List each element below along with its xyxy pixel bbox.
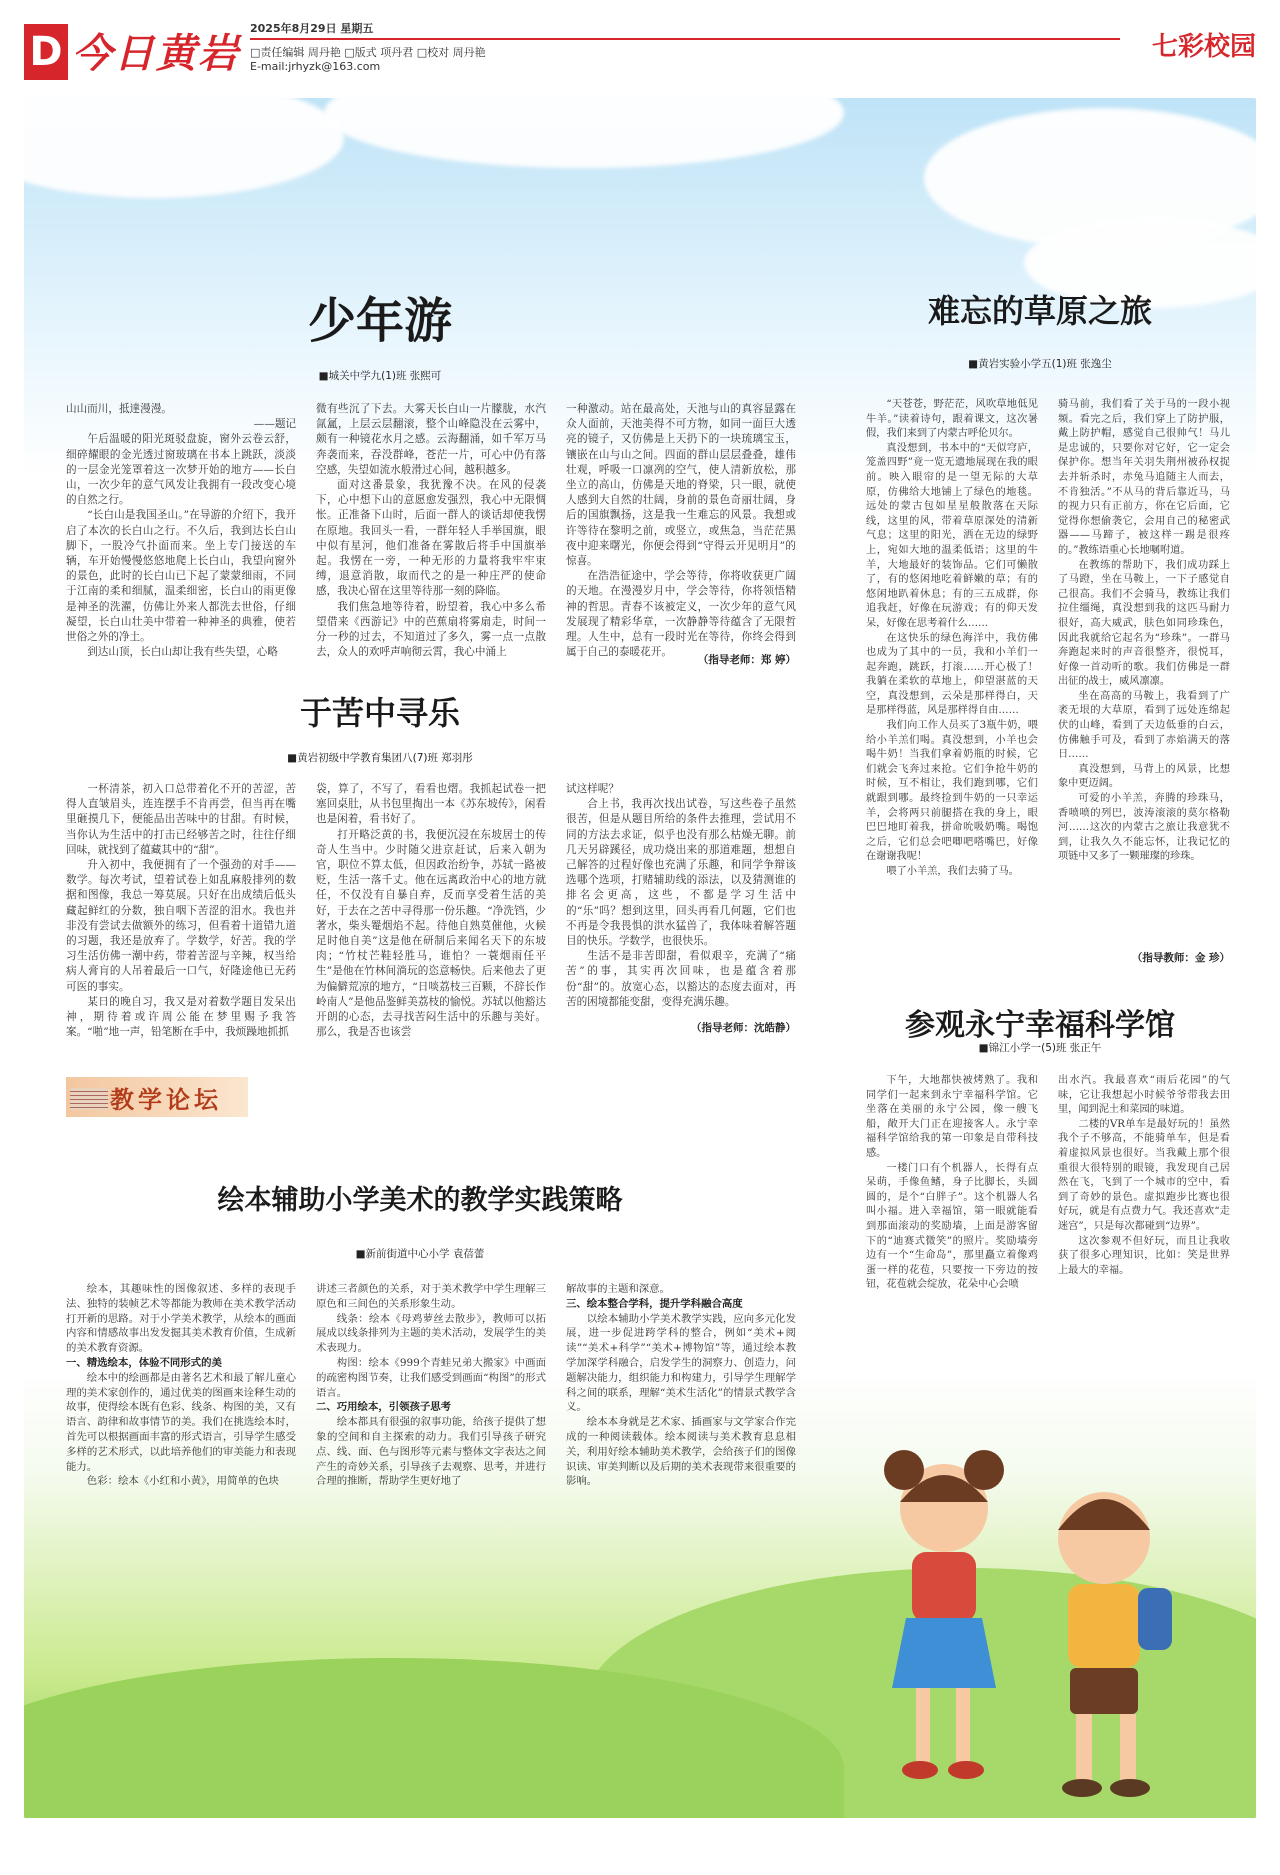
article-paragraph: 合上书，我再次找出试卷，写这些卷子虽然很苦，但是从题目所给的条件去推理，尝试用不同的方法去求证，似乎也没有那么枯燥无聊。前几天另辟蹊径，成功烧出来的那道难题，想想自己解答的过程好像也充满了乐趣，和同学争辩该选哪个选项，打赌辅助线的添法，以及猜测谁的排名会更高，这些，不都是学习生活中的“乐”吗？想到这里，回头再看几何题，它们也不再是令我畏惧的洪水猛兽了，我体味着解答题目的快乐。学数学，也很快乐。 (566, 798, 796, 948)
article-byline: ■新前街道中心小学 袁蓓蕾 (355, 1248, 485, 1260)
article-title: 绘本辅助小学美术的教学实践策略 (217, 1185, 623, 1216)
article-paragraph: 在浩浩征途中，学会等待，你将收获更广阔的天地。在漫漫岁月中，学会等待，你将领悟精神的哲思。青春不该被定义，一次少年的意气风发展现了精彩华章，一次静静等待蕴含了无限哲理。人生中，总有一段时光在等待，你终会得到属于自己的泰暖花开。 (566, 570, 796, 659)
newspaper-logo: 今日黄岩 (72, 30, 240, 77)
article-paragraph: 某日的晚自习，我又是对着数学题目发呆出神，期待着或许周公能在梦里赐予我答案。“啪”地一声，铅笔断在手中，我烦躁地抓抓 (66, 995, 296, 1039)
article-column (566, 402, 796, 660)
article-paragraph: 绘本中的绘画都是由著名艺术和最了解儿童心理的美术家创作的，通过优美的图画来诠释生动的故事，使得绘本既有色彩、线条、构图的美，又有语言、韵律和故事情节的美。我们在挑选绘本时，首先可以根据画面丰富的形式语言，引导学生感受多样的艺术形式，以此培养他们的审美能力和表现能力。 (66, 1371, 296, 1473)
article-paragraph: 到达山顶，长白山却让我有些失望，心略 (87, 646, 278, 659)
article-paragraph: 山山而川，抵達漫漫。 (66, 403, 172, 415)
article-paragraph: 升入初中，我便拥有了一个强劲的对手——数学。每次考试，望着试卷上如乱麻般排列的数据和图像，我总一筹莫展。只好在出成绩后低头藏起鲜红的分数，独自咽下苦涩的泪水。我也并非没有尝试去做额外的练习，但看着十道错九道的习题，我还是放弃了。学数学，好苦。我的学习生活仿佛一潮中药，带着苦涩与辛辣，权当给病人膏肓的人吊着最后一口气，好隆途他已无药可医的事实。 (66, 859, 296, 993)
article-paragraph: 面对这番景象，我犹豫不决。在风的侵袭下，心中想下山的意愿愈发强烈，我心中无限惆怅。正准备下山时，后面一群人的谈话却使我愣在原地。我回头一看，一群年轻人手举国旗，眼中似有星河，他们准备在雾散后将手中国旗举起。我愣在一旁，一种无形的力量将我牢牢束缚，退意消散，取而代之的是一种庄严的使命感，我决心留在这里等待那一刻的降临。 (316, 479, 546, 598)
article-paragraph: 构图：绘本《999个青蛙兄弟大搬家》中画面的疏密构图节奏，让我们感受到画面“构图”的形式语言。 (316, 1356, 546, 1399)
article-title: 少年游 (307, 293, 452, 349)
article-column (316, 402, 546, 660)
issue-date: 2025年8月29日 星期五 (250, 22, 374, 35)
article-paragraph: 二楼的VR单车是最好玩的！虽然我个子不够高，不能骑单车，但是看着虚拟风景也很好。当我戴上那个很重很大很特别的眼镜，我发现自己居然在飞，飞到了一个城市的空中，看到了奇妙的景色。虚拟跑步比赛也很好玩，就是有点费力气。我还喜欢“走迷宫”，只是每次都碰到“边界”。 (1058, 1118, 1230, 1232)
advisor-credit: （指导老师：沈皓静） (691, 1022, 796, 1034)
advisor-credit: （指导老师：郑 婷） (697, 654, 796, 666)
article-column (1058, 1074, 1230, 1278)
article-column (66, 402, 296, 660)
article-paragraph: 这次参观不但好玩，而且让我收获了很多心理知识，比如：笑是世界上最大的幸福。 (1058, 1235, 1230, 1276)
article-paragraph: 一、精选绘本，体验不同形式的美 (66, 1356, 222, 1369)
article-paragraph: 微有些沉了下去。大雾天长白山一片朦胧，水汽氤氲，上层云层翻滚，整个山峰隐没在云雾中，颇有一种镜花水月之感。云海翻涌，如千军万马奔袭而来，吞没群峰，苍茫一片，可心中仍有落空感，失望如流水般滑过心间，越积越多。 (316, 403, 546, 476)
article-paragraph: 下午，大地都快被烤熟了。我和同学们一起来到永宁幸福科学馆。它坐落在美丽的永宁公园，像一艘飞船，敞开大门正在迎接客人。永宁幸福科学馆给我的第一印象是自带科技感。 (866, 1075, 1038, 1159)
article-column (566, 782, 796, 1010)
article-paragraph: 我们向工作人员买了3瓶牛奶，喂给小羊羔们喝。真没想到，小羊也会喝牛奶！当我们拿着奶瓶的时候，它们就会飞奔过来抢。它们争抢牛奶的时候，互不相让，我们跑到哪，它们就跟到哪。最终捡到牛奶的一只幸运羊，会将两只前腿搭在我的身上，眼巴巴地盯着我，拼命吮吸奶嘴。喝饱之后，它们总会吧唧吧嗒嘴巴，好像在谢谢我呢！ (866, 720, 1038, 863)
article-paragraph: 一种激动。站在最高处，天池与山的真容显露在众人面前，天池美得不可方物，如同一面巨大透亮的镜子，又仿佛是上天扔下的一块琉璃宝玉，镶嵌在山与山之间。四面的群山层层叠叠，雄伟壮观，呼吸一口凛冽的空气，使人清新放松，那坐立的高山，仿佛是天地的脊梁，只一眼，就使人感到大自然的壮阔，身前的景色奇丽壮阔，身后的国旗飘扬，这是我一生难忘的风景。我想或许等待在黎明之前，或竖立，或焦急，当茫茫黑夜中迎来曙光，你便会得到“守得云开见明月”的惊喜。 (566, 403, 796, 568)
article-paragraph: ——题记 (253, 418, 296, 431)
article-paragraph: 绘本，其趣味性的图像叙述、多样的表现手法、独特的装帧艺术等都能为教师在美术教学活动打开新的思路。对于小学美术教学，从绘本的画面内容和情感故事出发发掘其美术教育价值，生成新的美术教育资源。 (66, 1283, 296, 1355)
advisor-credit: （指导教师：金 珍） (1131, 952, 1230, 964)
section-letter-badge: D (24, 24, 68, 80)
article-paragraph: 绘本本身就是艺术家、插画家与文学家合作完成的一种阅读载体。绘本阅读与美术教育息息相关，利用好绘本辅助美术教学，会给孩子们的图像识读、审美判断以及后期的美术表现带来很重要的影响。 (566, 1416, 796, 1488)
article-paragraph: 线条：绘本《母鸡萝丝去散步》，教师可以拓展成以线条排列为主题的美术活动，发展学生的美术表现力。 (316, 1312, 546, 1355)
article-paragraph: 坐在高高的马鞍上，我看到了广袤无垠的大草原，看到了远处连绵起伏的山峰，看到了天边低垂的白云，仿佛触手可及，看到了赤焰满天的落日…… (1058, 690, 1230, 761)
article-paragraph: 真没想到，马背上的风景，比想象中更迈阔。 (1058, 763, 1230, 790)
article-column (566, 1282, 796, 1489)
cloud-shape (324, 98, 844, 168)
section-title: 七彩校园 (1151, 32, 1256, 62)
article-paragraph: 生活不是非苦即甜，看似艰辛，充满了“痛苦”的事，其实再次回味，也是蕴含着那份“甜”的。放宽心态，以豁达的态度去面对，再苦的困境都能变甜，变得充满乐趣。 (566, 950, 796, 1008)
article-paragraph: 三、绘本整合学科，提升学科融合高度 (566, 1297, 743, 1310)
article-paragraph: 真没想到，书本中的“天似穹庐，笼盖四野”竟一览无遗地展现在我的眼前。映入眼帘的是一望无际的大草原，仿佛给大地铺上了绿色的地毯。远处的蒙古包如星星般散落在天际线，这里的风，带着草原深处的清新气息；这里的阳光，洒在无边的绿野上，宛如大地的温柔低语；这里的牛羊，大地最好的装饰品。它们可懒散了，有的悠闲地吃着鲜嫩的草；有的悠闲地趴着休息；有的三五成群，你追我赶，好像在玩游戏；有的仰天发呆，好像在思考着什么…… (866, 442, 1038, 629)
article-paragraph: 讲述三者颜色的关系，对于美术教学中学生理解三原色和三间色的关系形象生动。 (316, 1283, 546, 1310)
book-stack-icon (70, 1088, 108, 1110)
contact-email: E-mail:jrhyzk@163.com (250, 60, 381, 73)
article-title: 于苦中寻乐 (299, 694, 460, 732)
article-byline: ■锦江小学一(5)班 张正午 (978, 1042, 1102, 1054)
cloud-shape (24, 98, 344, 198)
article-paragraph: “天苍苍，野茫茫，风吹草地低见牛羊。”读着诗句，跟着课文，这次暑假，我们来到了内蒙古呼伦贝尔。 (866, 399, 1038, 440)
article-paragraph: 一杯清茶，初入口总带着化不开的苦涩，苦得人直皱眉头，连连摆手不肯再尝，但当再在嘴里砸摸几下，便能品出苦味中的甘甜。有时候，当你认为生活中的打击已经够苦之时，往往仔细回味，就找到了蕴藏其中的“甜”。 (66, 783, 296, 856)
article-paragraph: 在这快乐的绿色海洋中，我仿佛也成为了其中的一员，我和小羊们一起奔跑，跳跃，打滚……开心极了！我躺在柔软的草地上，仰望湛蓝的天空，真没想到，云朵是那样得白，天是那样得蓝，风是那样得自由…… (866, 632, 1038, 717)
article-paragraph: 一楼门口有个机器人，长得有点呆萌，手像鱼鳍，身子比脚长，头圆圆的，是个“白胖子”。这个机器人名叫小福。进入幸福馆，第一眼就能看到那面滚动的奖励墙，上面是游客留下的“迪赛式微笑”的照片。奖励墙旁边有一个“生命岛”，那里矗立着像鸡蛋一样的花苞，只要按一下旁边的按钮，花苞就会绽放，花朵中心会喷 (866, 1162, 1038, 1291)
article-column (866, 398, 1038, 880)
children-running-illustration (824, 1418, 1244, 1818)
article-paragraph: 午后温暖的阳光斑驳盘旋，窗外云卷云舒，细碎耀眼的金光透过窗玻璃在书本上跳跃，淡淡的一层金光笼罩着这一次梦开始的地方——长白山，一次少年的意气风发让我拥有一段改变心境的自然之行。 (66, 433, 296, 507)
article-paragraph: 打开略泛黄的书，我便沉浸在东坡居士的传奇人生当中。少时随父进京赶试，后来入朝为官，职位不算太低，但因政治纷争，苏轼一路被贬，生活一落千丈。他在远离政治中心的地方就任，不仅没有自暴自弃，反而享受着生活的美好，于去在之苦中寻得那一份乐趣。“净洗铛，少著水，柴头罨烟焰不起。待他自熟莫催他，火候足时他自美”这是他在研制后来闻名天下的东坡肉；“竹杖芒鞋轻胜马，谁怕？一蓑烟雨任平生”是他在竹林间淌玩的恣意畅快。后来他去了更为偏僻荒凉的地方，“日啖荔枝三百颗，不辞长作岭南人”是他品鉴鲜美荔枝的愉悦。苏轼以他豁达开朗的心态，去寻找苦闷生活中的乐趣与美好。那么，我是否也该尝 (316, 828, 546, 1039)
article-paragraph: 以绘本辅助小学美术教学实践，应向多元化发展，进一步促进跨学科的整合，例如“美术+阅读”“美术+科学”“美术+博物馆”等，通过绘本教学加深学科融合，启发学生的洞察力、创造力，问题解决能力，组织能力和构建力，引导学生理解学科之间的联系，理解“美术生活化”的情景式教学含义。 (566, 1312, 796, 1414)
editor-credits: □责任编辑 周丹艳 □版式 项丹君 □校对 周丹艳 (250, 46, 486, 59)
article-paragraph: 解故事的主题和深意。 (566, 1283, 670, 1295)
article-paragraph: 喂了小羊羔，我们去骑了马。 (886, 866, 1019, 877)
article-column (66, 1282, 296, 1489)
article-title: 难忘的草原之旅 (927, 292, 1152, 330)
article-byline: ■城关中学九(1)班 张熙可 (318, 370, 442, 382)
article-byline: ■黄岩初级中学教育集团八(7)班 郑羽彤 (287, 752, 473, 764)
article-paragraph: 我们焦急地等待着，盼望着，我心中多么希望借来《西游记》中的芭蕉扇将雾扇走，时间一分一秒的过去，不知道过了多久，雾一点一点散去，众人的欢呼声响彻云霄，我心中涌上 (316, 600, 546, 659)
article-title: 参观永宁幸福科学馆 (905, 1008, 1175, 1043)
article-paragraph: 二、巧用绘本，引领孩子思考 (316, 1401, 452, 1414)
article-byline: ■黄岩实验小学五(1)班 张逸尘 (968, 358, 1112, 370)
article-column (316, 1282, 546, 1489)
article-paragraph: 绘本都具有很强的叙事功能，给孩子提供了想象的空间和自主探索的动力。我们引导孩子研究点、线、面、色与图形等元素与整体文字表达之间产生的奇妙关系，引导孩子去观察、思考，并进行合理的推断，帮助学生更好地了 (316, 1416, 546, 1488)
article-column (66, 782, 296, 1040)
article-column (1058, 398, 1230, 865)
article-paragraph: 骑马前，我们看了关于马的一段小视频。看完之后，我们穿上了防护服，戴上防护帽，感觉自己很帅气！马儿是忠诚的，只要你对它好，它一定会保护你。想当年关羽失荆州被孙权捉去并斩杀时，赤兔马追随主人而去，不肯独活。”不从马的背后靠近马，马的视力只有正前方，你在它后面，它觉得你想偷袭它，会用自己的秘密武器——马蹄子，被这样一踢是很疼的。”教练语重心长地嘱咐道。 (1058, 399, 1230, 556)
article-paragraph: 色彩：绘本《小红和小黄》，用简单的色块 (86, 1475, 280, 1488)
article-paragraph: 可爱的小羊羔，奔腾的珍珠马，香喷喷的列巴，波涛滚滚的莫尔格勒河……这次的内蒙古之旅让我意犹不到，让我久久不能忘怀，让我记忆的项链中又多了一颗璀璨的珍珠。 (1058, 793, 1230, 863)
masthead-rule (250, 38, 1120, 40)
article-paragraph: “长白山是我国圣山。”在导游的介绍下，我开启了本次的长白山之行。不久后，我到达长白山脚下，一股冷气扑面而来。坐上专门接送的车辆，车开始慢慢悠悠地爬上长白山，我望向窗外的景色，此时的长白山已下起了蒙蒙细雨，不同于江南的柔和细腻，温柔细密，长白山的雨更像是神圣的洗濯，仿佛让外来人都洗去世俗，仔细凝望，长白山壮美中带着一种神圣的典雅，使若世俗之外的净土。 (66, 509, 296, 644)
article-column (316, 782, 546, 1040)
article-paragraph: 出水汽。我最喜欢“雨后花园”的气味，它让我想起小时候爷爷带我去田里，闻到泥土和菜园的味道。 (1058, 1075, 1230, 1116)
article-paragraph: 袋，算了，不写了，看看也熠。我抓起试卷一把塞回桌肚，从书包里掏出一本《苏东坡传》，闲看也是闲着，看书好了。 (316, 783, 546, 826)
article-paragraph: 在教练的帮助下，我们成功踩上了马蹬，坐在马鞍上，一下子感觉自己很高。我们不会骑马，教练让我们拉住缰绳，真没想到我的这匹马耐力很好，高大威武，肤色如同珍珠色，因此我就给它起名为“珍珠”。一群马奔跑起来时的声音很整齐，很悦耳，好像一首动听的歌。我们仿佛是一群出征的战士，威风凛凛。 (1058, 559, 1230, 688)
article-paragraph: 试这样呢？ (566, 783, 619, 795)
forum-tag-label: 教学论坛 (110, 1086, 222, 1114)
article-column (866, 1074, 1038, 1293)
